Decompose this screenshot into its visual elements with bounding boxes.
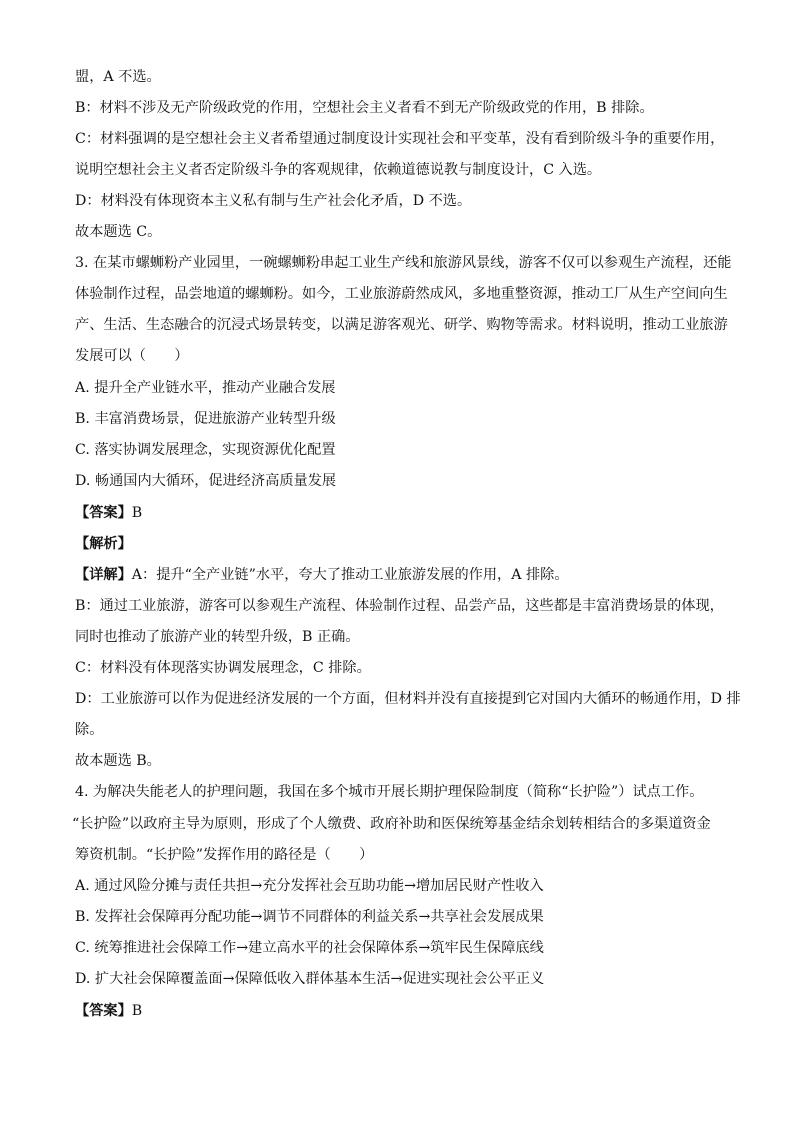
- q3-answer-value: B: [131, 505, 143, 521]
- q3-detail-line4: C：材料没有体现落实协调发展理念，C 排除。: [75, 660, 371, 676]
- q3-detail-line1: 【详解】A：提升“全产业链”水平，夸大了推动工业旅游发展的作用，A 排除。: [75, 567, 569, 583]
- q2-option-c-analysis-line2: 说明空想社会主义者否定阶级斗争的客观规律，依赖道德说教与制度设计，C 入选。: [75, 162, 602, 178]
- q3-stem-line4: 发展可以（ ）: [75, 348, 189, 364]
- q4-stem-line1: 4. 为解决失能老人的护理问题，我国在多个城市开展长期护理保险制度（简称“长护险”）试点工作。: [75, 784, 704, 800]
- q2-conclusion: 故本题选 C。: [75, 224, 162, 240]
- q3-option-c: C. 落实协调发展理念，实现资源优化配置: [75, 442, 336, 458]
- q3-option-a: A. 提升全产业链水平，推动产业融合发展: [75, 380, 336, 396]
- q2-option-c-analysis-line1: C：材料强调的是空想社会主义者希望通过制度设计实现社会和平变革，没有看到阶级斗争的重要作用，: [75, 131, 725, 147]
- q3-stem-line1: 3. 在某市螺蛳粉产业园里，一碗螺蛳粉串起工业生产线和旅游风景线，游客不仅可以参观生产流程，还能: [75, 255, 732, 271]
- q4-option-c: C. 统筹推进社会保障工作→建立高水平的社会保障体系→筑牢民生保障底线: [75, 940, 544, 956]
- q3-option-b: B. 丰富消费场景，促进旅游产业转型升级: [75, 411, 336, 427]
- q3-conclusion: 故本题选 B。: [75, 753, 161, 769]
- q2-option-a-tail: 盟，A 不选。: [75, 69, 161, 85]
- q3-answer: [75, 503, 142, 523]
- q3-detail-line5: D：工业旅游可以作为促进经济发展的一个方面，但材料并没有直接提到它对国内大循环的畅通作用，D 排: [75, 691, 741, 707]
- q3-stem-line3: 产、生活、生态融合的沉浸式场景转变，以满足游客观光、研学、购物等需求。材料说明，推动工业旅游: [75, 317, 728, 333]
- q4-option-b: B. 发挥社会保障再分配功能→调节不同群体的利益关系→共享社会发展成果: [75, 909, 544, 925]
- q3-detail-line6: 除。: [75, 722, 104, 738]
- q4-stem-line3: 筹资机制。“长护险”发挥作用的路径是（ ）: [75, 847, 374, 863]
- q3-stem-line2: 体验制作过程，品尝地道的螺蛳粉。如今，工业旅游蔚然成风，多地重整资源，推动工厂从生产空间向生: [75, 286, 728, 302]
- q3-analysis-label: 【解析】: [75, 536, 132, 552]
- q3-detail-line2: B：通过工业旅游，游客可以参观生产流程、体验制作过程、品尝产品，这些都是丰富消费场景的体现，: [75, 598, 724, 614]
- q4-answer: [75, 1001, 142, 1021]
- q2-option-d-analysis: D：材料没有体现资本主义私有制与生产社会化矛盾，D 不选。: [75, 193, 472, 209]
- q3-detail-label: 【详解】: [75, 567, 132, 583]
- q2-option-b-analysis: B：材料不涉及无产阶级政党的作用，空想社会主义者看不到无产阶级政党的作用，B 排除。: [75, 100, 654, 116]
- q4-option-d: D. 扩大社会保障覆盖面→保障低收入群体基本生活→促进实现社会公平正义: [75, 971, 545, 987]
- q4-stem-line2: “长护险”以政府主导为原则，形成了个人缴费、政府补助和医保统筹基金结余划转相结合的多渠道资金: [72, 816, 711, 832]
- q3-option-d: D. 畅通国内大循环，促进经济高质量发展: [75, 473, 337, 489]
- q3-detail-line3: 同时也推动了旅游产业的转型升级，B 正确。: [75, 629, 360, 645]
- q3-answer-label: 【答案】: [75, 505, 132, 521]
- q4-option-a: A. 通过风险分摊与责任共担→充分发挥社会互助功能→增加居民财产性收入: [75, 878, 544, 894]
- q4-answer-label: 【答案】: [75, 1003, 132, 1019]
- q4-answer-value: B: [131, 1003, 143, 1019]
